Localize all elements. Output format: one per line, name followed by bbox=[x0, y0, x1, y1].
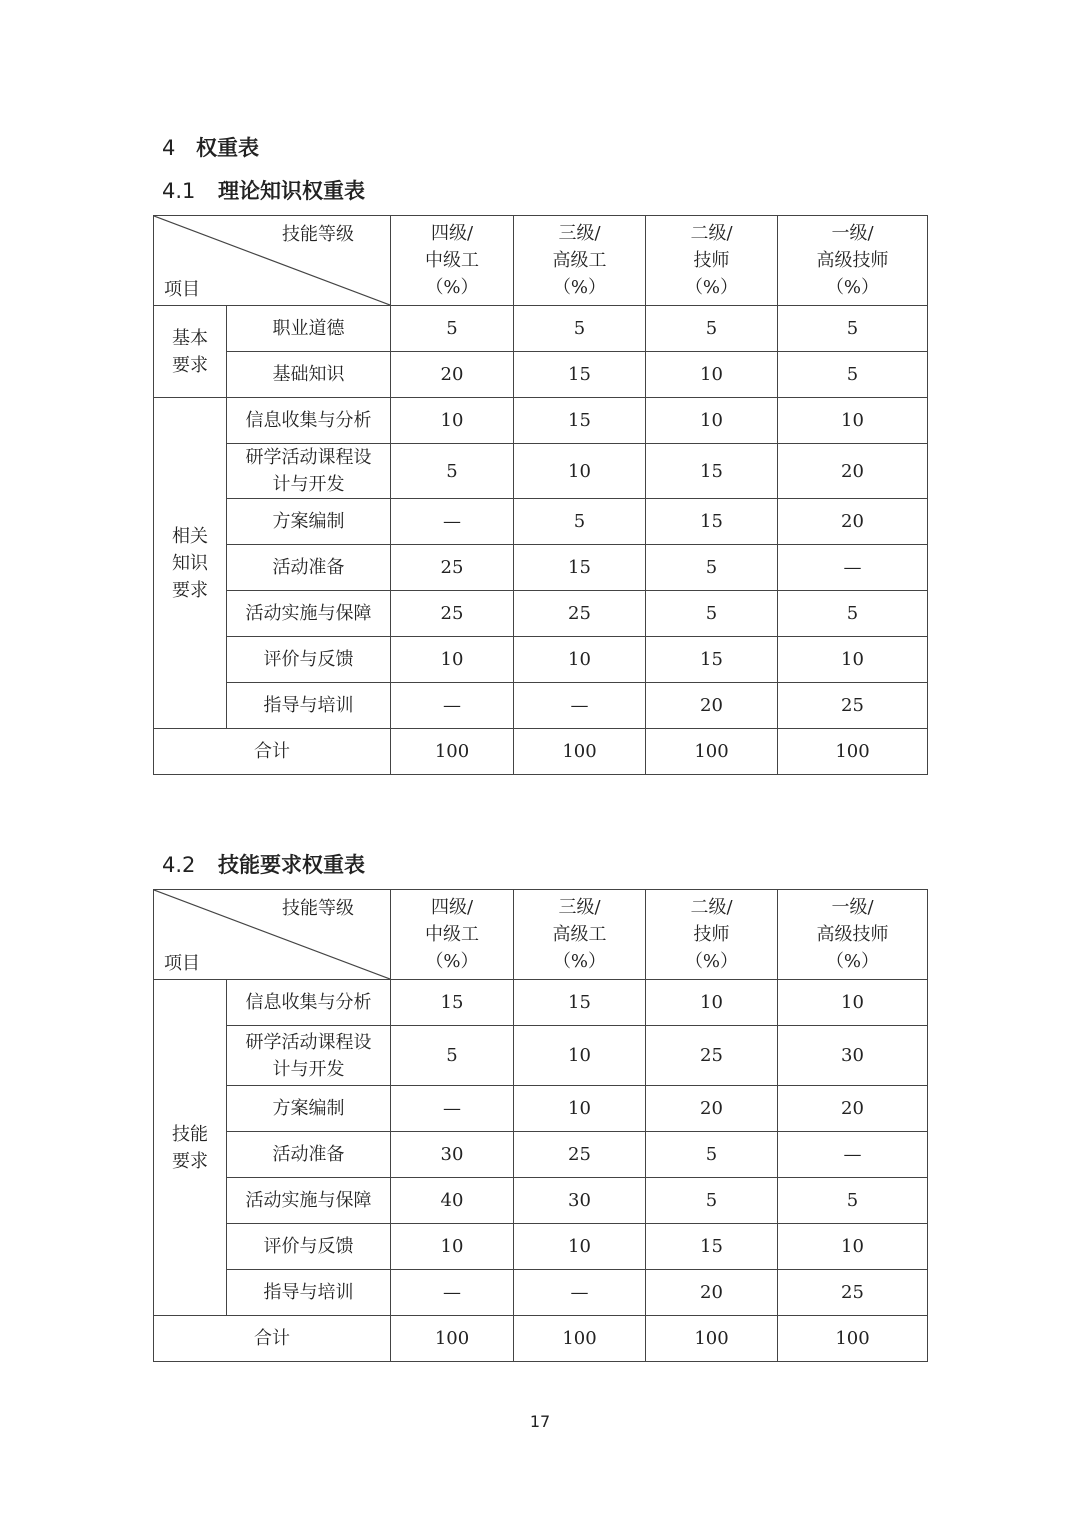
value-cell: 15 bbox=[391, 980, 514, 1026]
value-cell: 25 bbox=[778, 683, 928, 729]
table-row bbox=[154, 444, 928, 499]
value-cell: 10 bbox=[391, 1224, 514, 1270]
item-cell: 信息收集与分析 bbox=[227, 980, 391, 1026]
table-row bbox=[154, 591, 928, 637]
value-cell: 5 bbox=[514, 499, 646, 545]
value-cell: 15 bbox=[514, 398, 646, 444]
value-cell: 10 bbox=[646, 398, 778, 444]
table-row bbox=[154, 1270, 928, 1316]
value-cell: 5 bbox=[646, 1132, 778, 1178]
total-label: 合计 bbox=[154, 729, 391, 775]
total-value: 100 bbox=[391, 1316, 514, 1362]
item-cell: 研学活动课程设 计与开发 bbox=[227, 1026, 391, 1086]
total-label: 合计 bbox=[154, 1316, 391, 1362]
diagonal-header-cell bbox=[154, 216, 391, 306]
value-cell: 15 bbox=[514, 352, 646, 398]
table2-heading-number: 4.2 bbox=[162, 853, 196, 877]
skill-level-label: 技能等级 bbox=[282, 224, 354, 245]
value-cell: 15 bbox=[646, 444, 778, 499]
value-cell: — bbox=[514, 1270, 646, 1316]
value-cell: 25 bbox=[391, 591, 514, 637]
value-cell: 5 bbox=[778, 352, 928, 398]
value-cell: 10 bbox=[514, 1026, 646, 1086]
table-header-row bbox=[154, 890, 928, 980]
value-cell: — bbox=[391, 1270, 514, 1316]
value-cell: 15 bbox=[646, 637, 778, 683]
table-row bbox=[154, 1178, 928, 1224]
group-cell-basic: 基本 要求 bbox=[154, 306, 227, 398]
page-number: 17 bbox=[529, 1412, 551, 1431]
value-cell: 5 bbox=[646, 1178, 778, 1224]
value-cell: 20 bbox=[646, 683, 778, 729]
table-row bbox=[154, 398, 928, 444]
value-cell: 5 bbox=[391, 306, 514, 352]
item-cell: 评价与反馈 bbox=[227, 1224, 391, 1270]
skill-weight-table bbox=[153, 889, 928, 1362]
value-cell: 30 bbox=[778, 1026, 928, 1086]
table-row bbox=[154, 980, 928, 1026]
level-header-4: 四级/ 中级工 （%） bbox=[391, 890, 514, 980]
group-cell-related-knowledge: 相关 知识 要求 bbox=[154, 398, 227, 729]
level-header-2: 二级/ 技师 （%） bbox=[646, 216, 778, 306]
level-header-3: 三级/ 高级工 （%） bbox=[514, 890, 646, 980]
total-value: 100 bbox=[514, 1316, 646, 1362]
value-cell: 20 bbox=[646, 1270, 778, 1316]
value-cell: 10 bbox=[646, 980, 778, 1026]
table-row bbox=[154, 545, 928, 591]
value-cell: 5 bbox=[514, 306, 646, 352]
diagonal-header-cell bbox=[154, 890, 391, 980]
total-value: 100 bbox=[646, 729, 778, 775]
value-cell: 15 bbox=[514, 980, 646, 1026]
section-number: 4 bbox=[162, 136, 176, 160]
total-value: 100 bbox=[514, 729, 646, 775]
value-cell: 20 bbox=[778, 1086, 928, 1132]
value-cell: 5 bbox=[646, 545, 778, 591]
table-row bbox=[154, 1132, 928, 1178]
total-row bbox=[154, 729, 928, 775]
value-cell: — bbox=[778, 1132, 928, 1178]
item-cell: 活动实施与保障 bbox=[227, 1178, 391, 1224]
value-cell: 10 bbox=[778, 1224, 928, 1270]
value-cell: 5 bbox=[391, 1026, 514, 1086]
item-cell: 职业道德 bbox=[227, 306, 391, 352]
table-header-row bbox=[154, 216, 928, 306]
level-header-1: 一级/ 高级技师 （%） bbox=[778, 890, 928, 980]
item-label: 项目 bbox=[164, 279, 200, 300]
value-cell: 10 bbox=[514, 444, 646, 499]
skill-level-label: 技能等级 bbox=[282, 898, 354, 919]
table2-heading-title: 技能要求权重表 bbox=[218, 853, 365, 877]
value-cell: 10 bbox=[391, 637, 514, 683]
item-cell: 指导与培训 bbox=[227, 1270, 391, 1316]
table-row bbox=[154, 352, 928, 398]
value-cell: 10 bbox=[391, 398, 514, 444]
table-row bbox=[154, 1086, 928, 1132]
section-heading bbox=[162, 132, 259, 162]
level-header-3: 三级/ 高级工 （%） bbox=[514, 216, 646, 306]
value-cell: 25 bbox=[391, 545, 514, 591]
total-row bbox=[154, 1316, 928, 1362]
item-cell: 活动实施与保障 bbox=[227, 591, 391, 637]
value-cell: 10 bbox=[646, 352, 778, 398]
value-cell: 10 bbox=[514, 1086, 646, 1132]
table1-heading-title: 理论知识权重表 bbox=[218, 179, 365, 203]
value-cell: 20 bbox=[778, 499, 928, 545]
total-value: 100 bbox=[778, 1316, 928, 1362]
item-label: 项目 bbox=[164, 953, 200, 974]
item-cell: 方案编制 bbox=[227, 1086, 391, 1132]
value-cell: 30 bbox=[391, 1132, 514, 1178]
value-cell: 5 bbox=[646, 306, 778, 352]
value-cell: 5 bbox=[646, 591, 778, 637]
value-cell: 25 bbox=[514, 1132, 646, 1178]
value-cell: 20 bbox=[646, 1086, 778, 1132]
table-row bbox=[154, 1026, 928, 1086]
value-cell: — bbox=[391, 1086, 514, 1132]
total-value: 100 bbox=[646, 1316, 778, 1362]
table2-heading bbox=[162, 849, 365, 879]
value-cell: 25 bbox=[778, 1270, 928, 1316]
value-cell: 15 bbox=[514, 545, 646, 591]
value-cell: 10 bbox=[778, 637, 928, 683]
item-cell: 研学活动课程设 计与开发 bbox=[227, 444, 391, 499]
value-cell: 10 bbox=[514, 637, 646, 683]
table-row bbox=[154, 683, 928, 729]
table1-heading bbox=[162, 175, 365, 205]
table-row bbox=[154, 499, 928, 545]
value-cell: 15 bbox=[646, 499, 778, 545]
item-cell: 评价与反馈 bbox=[227, 637, 391, 683]
table-row bbox=[154, 1224, 928, 1270]
value-cell: 40 bbox=[391, 1178, 514, 1224]
total-value: 100 bbox=[778, 729, 928, 775]
level-header-4: 四级/ 中级工 （%） bbox=[391, 216, 514, 306]
table-row bbox=[154, 637, 928, 683]
value-cell: 5 bbox=[778, 1178, 928, 1224]
item-cell: 活动准备 bbox=[227, 1132, 391, 1178]
theory-weight-table bbox=[153, 215, 928, 775]
value-cell: 20 bbox=[391, 352, 514, 398]
value-cell: 20 bbox=[778, 444, 928, 499]
level-header-2: 二级/ 技师 （%） bbox=[646, 890, 778, 980]
value-cell: 25 bbox=[514, 591, 646, 637]
value-cell: 5 bbox=[778, 591, 928, 637]
value-cell: 25 bbox=[646, 1026, 778, 1086]
table-row bbox=[154, 306, 928, 352]
value-cell: 5 bbox=[391, 444, 514, 499]
group-cell-skill-requirements: 技能 要求 bbox=[154, 980, 227, 1316]
item-cell: 基础知识 bbox=[227, 352, 391, 398]
item-cell: 活动准备 bbox=[227, 545, 391, 591]
value-cell: 15 bbox=[646, 1224, 778, 1270]
value-cell: 10 bbox=[778, 980, 928, 1026]
value-cell: — bbox=[391, 499, 514, 545]
value-cell: 10 bbox=[778, 398, 928, 444]
value-cell: 5 bbox=[778, 306, 928, 352]
value-cell: 30 bbox=[514, 1178, 646, 1224]
value-cell: — bbox=[514, 683, 646, 729]
total-value: 100 bbox=[391, 729, 514, 775]
level-header-1: 一级/ 高级技师 （%） bbox=[778, 216, 928, 306]
item-cell: 方案编制 bbox=[227, 499, 391, 545]
value-cell: 10 bbox=[514, 1224, 646, 1270]
table1-heading-number: 4.1 bbox=[162, 179, 196, 203]
value-cell: — bbox=[778, 545, 928, 591]
value-cell: — bbox=[391, 683, 514, 729]
item-cell: 信息收集与分析 bbox=[227, 398, 391, 444]
item-cell: 指导与培训 bbox=[227, 683, 391, 729]
section-title: 权重表 bbox=[196, 136, 259, 160]
